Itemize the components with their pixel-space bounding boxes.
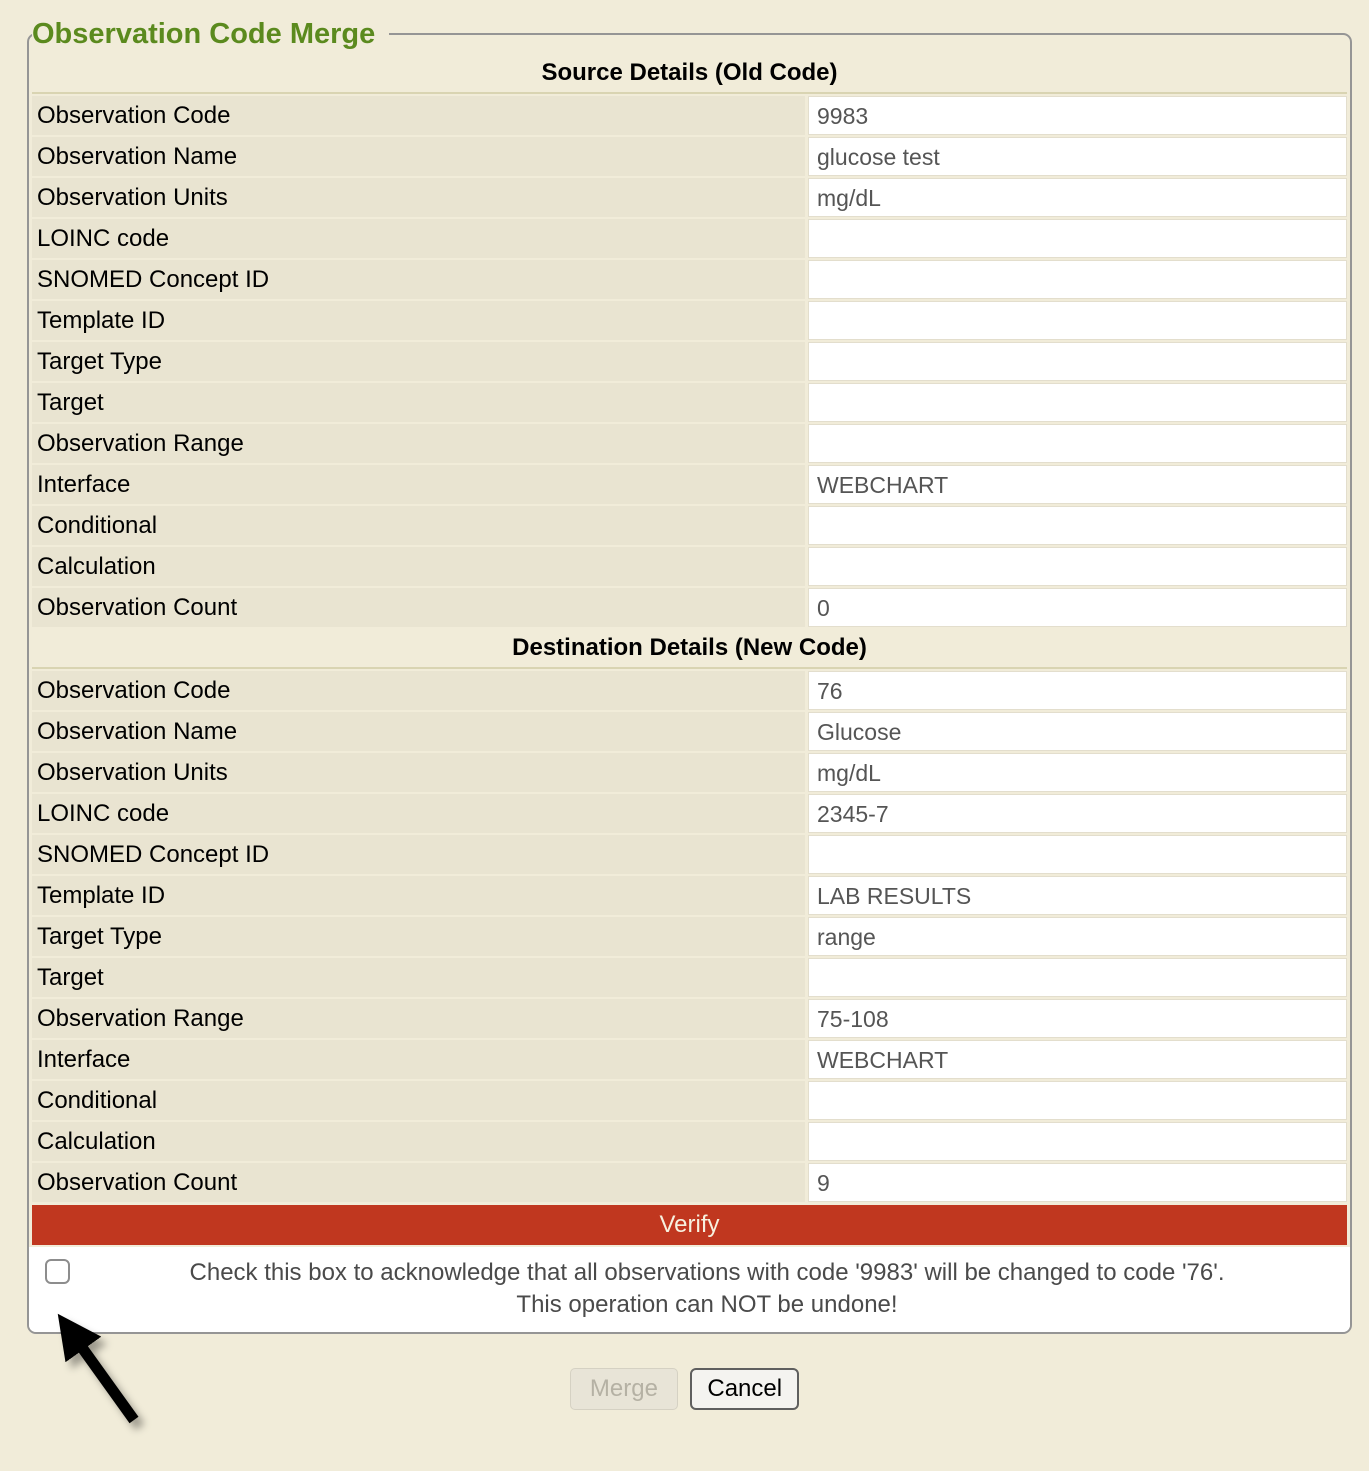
source-rows: [32, 96, 1347, 627]
row-label: LOINC code: [32, 219, 805, 258]
table-row: [32, 917, 1347, 956]
row-label: Target Type: [32, 917, 805, 956]
row-value-field: 75-108: [808, 999, 1347, 1038]
row-label: Observation Code: [32, 671, 805, 710]
merge-button[interactable]: Merge: [570, 1368, 678, 1410]
table-row: [32, 794, 1347, 833]
row-value-field: range: [808, 917, 1347, 956]
table-row: [32, 1163, 1347, 1202]
row-label: Interface: [32, 465, 805, 504]
observation-code-merge-panel: [27, 16, 1352, 1334]
table-row: [32, 506, 1347, 545]
row-label: Target: [32, 958, 805, 997]
source-section-header: Source Details (Old Code): [32, 52, 1347, 94]
table-row: [32, 1040, 1347, 1079]
table-row: [32, 465, 1347, 504]
row-value-field: [808, 958, 1347, 997]
button-bar: [0, 1368, 1369, 1410]
row-label: Conditional: [32, 1081, 805, 1120]
row-value-field: Glucose: [808, 712, 1347, 751]
row-value-field: [808, 835, 1347, 874]
destination-section-header: Destination Details (New Code): [32, 627, 1347, 669]
table-row: [32, 383, 1347, 422]
row-label: Observation Range: [32, 999, 805, 1038]
row-label: SNOMED Concept ID: [32, 835, 805, 874]
table-row: [32, 876, 1347, 915]
destination-rows: [32, 671, 1347, 1202]
row-value-field: WEBCHART: [808, 1040, 1347, 1079]
table-row: [32, 1081, 1347, 1120]
table-row: [32, 712, 1347, 751]
table-row: [32, 547, 1347, 586]
row-value-field: 9: [808, 1163, 1347, 1202]
row-label: Observation Name: [32, 137, 805, 176]
row-value-field: [808, 506, 1347, 545]
table-row: [32, 342, 1347, 381]
row-label: Conditional: [32, 506, 805, 545]
table-row: [32, 178, 1347, 217]
table-row: [32, 753, 1347, 792]
acknowledge-line1: Check this box to acknowledge that all observations with code '9983' will be changed to code '76'.: [189, 1259, 1225, 1286]
row-value-field: [808, 219, 1347, 258]
row-label: Target: [32, 383, 805, 422]
table-row: [32, 301, 1347, 340]
table-row: [32, 999, 1347, 1038]
acknowledge-text: [70, 1257, 1344, 1321]
acknowledge-line2: This operation can NOT be undone!: [516, 1291, 898, 1318]
row-label: LOINC code: [32, 794, 805, 833]
panel-title: Observation Code Merge: [32, 18, 376, 50]
row-value-field: mg/dL: [808, 753, 1347, 792]
acknowledge-area: [29, 1247, 1350, 1332]
table-row: [32, 137, 1347, 176]
row-label: Template ID: [32, 301, 805, 340]
row-value-field: [808, 1122, 1347, 1161]
row-label: Calculation: [32, 1122, 805, 1161]
row-label: Observation Name: [32, 712, 805, 751]
row-value-field: glucose test: [808, 137, 1347, 176]
row-label: Observation Count: [32, 588, 805, 627]
row-label: Template ID: [32, 876, 805, 915]
row-label: Observation Range: [32, 424, 805, 463]
table-row: [32, 424, 1347, 463]
row-value-field: 2345-7: [808, 794, 1347, 833]
row-label: Observation Count: [32, 1163, 805, 1202]
row-value-field: 9983: [808, 96, 1347, 135]
row-value-field: [808, 342, 1347, 381]
row-value-field: [808, 301, 1347, 340]
cancel-button[interactable]: Cancel: [690, 1368, 799, 1410]
row-label: Calculation: [32, 547, 805, 586]
verify-banner: Verify: [32, 1205, 1347, 1245]
row-label: Observation Units: [32, 178, 805, 217]
row-value-field: WEBCHART: [808, 465, 1347, 504]
row-label: Target Type: [32, 342, 805, 381]
table-row: [32, 588, 1347, 627]
table-row: [32, 260, 1347, 299]
row-label: Interface: [32, 1040, 805, 1079]
row-value-field: 0: [808, 588, 1347, 627]
row-value-field: [808, 547, 1347, 586]
row-value-field: mg/dL: [808, 178, 1347, 217]
row-value-field: [808, 260, 1347, 299]
row-label: Observation Units: [32, 753, 805, 792]
table-row: [32, 671, 1347, 710]
table-row: [32, 219, 1347, 258]
table-row: [32, 835, 1347, 874]
row-value-field: LAB RESULTS: [808, 876, 1347, 915]
acknowledge-checkbox[interactable]: [45, 1259, 70, 1284]
row-label: SNOMED Concept ID: [32, 260, 805, 299]
row-value-field: 76: [808, 671, 1347, 710]
table-row: [32, 958, 1347, 997]
table-row: [32, 1122, 1347, 1161]
row-value-field: [808, 383, 1347, 422]
table-row: [32, 96, 1347, 135]
merge-table: [32, 52, 1347, 1332]
row-value-field: [808, 1081, 1347, 1120]
row-value-field: [808, 424, 1347, 463]
row-label: Observation Code: [32, 96, 805, 135]
